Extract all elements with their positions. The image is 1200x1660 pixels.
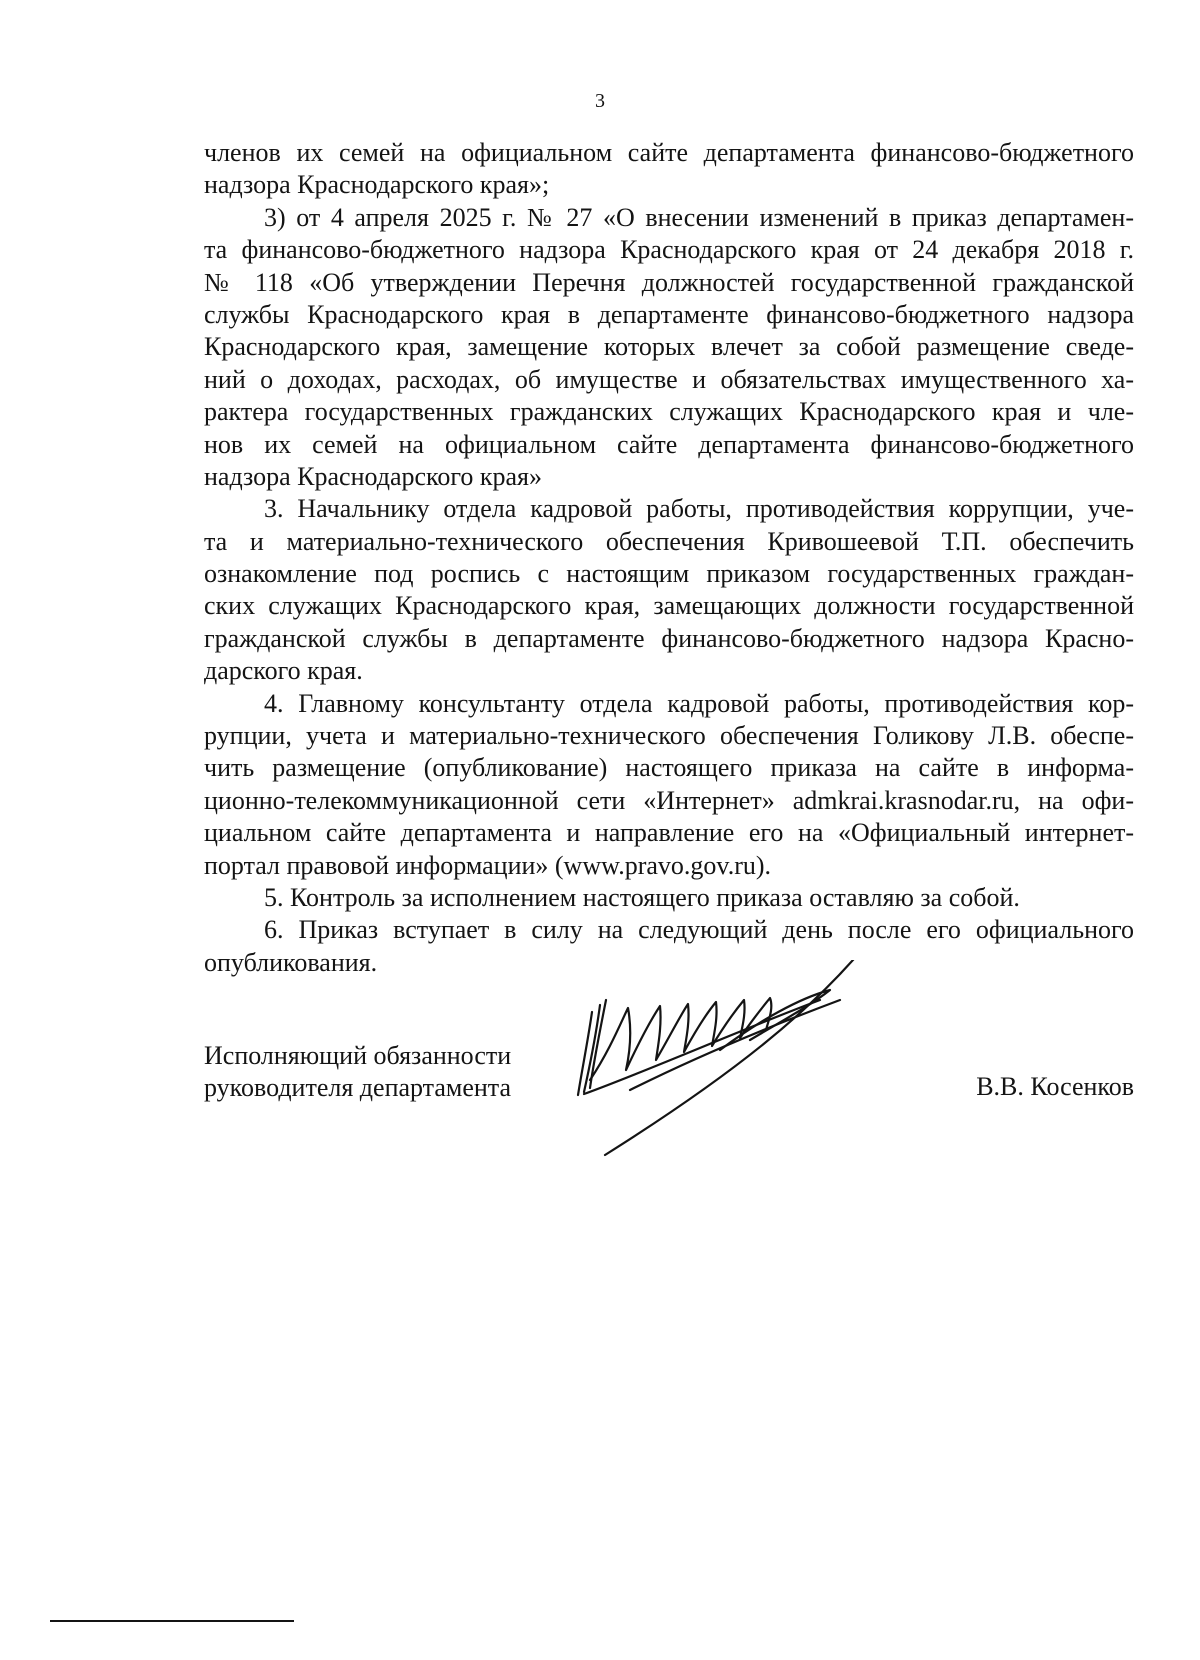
body-line: дарского края. xyxy=(204,656,363,686)
signer-title-line-1: Исполняющий обязанности xyxy=(204,1041,512,1070)
body-line: 4. Главному консультанту отдела кадровой работы, противодействия кор- xyxy=(264,688,1134,718)
order-body-text xyxy=(204,137,1134,979)
body-line: 3) от 4 апреля 2025 г. № 27 «О внесении изменений в приказ департамен- xyxy=(264,202,1134,232)
signature-stroke-main xyxy=(578,1000,606,1095)
body-line: опубликования. xyxy=(204,947,378,977)
page-number: 3 xyxy=(595,90,605,112)
body-line: 5. Контроль за исполнением настоящего приказа оставляю за собой. xyxy=(264,882,1020,912)
body-line: ционно-телекоммуникационной сети «Интернет» admkrai.krasnodar.ru, на офи- xyxy=(204,785,1134,815)
signer-title-line-2: руководителя департамента xyxy=(204,1073,512,1102)
body-line: нов их семей на официальном сайте департамента финансово-бюджетного xyxy=(204,429,1134,459)
handwritten-signature xyxy=(570,960,870,1160)
body-line: Краснодарского края, замещение которых влечет за собой размещение сведе- xyxy=(204,332,1134,362)
footnote-rule xyxy=(50,1620,294,1622)
body-line: членов их семей на официальном сайте департамента финансово-бюджетного xyxy=(204,138,1134,167)
body-line: надзора Краснодарского края»; xyxy=(204,170,550,200)
body-line: рупции, учета и материально-технического обеспечения Голикову Л.В. обеспе- xyxy=(204,721,1134,751)
body-line: циальном сайте департамента и направление его на «Официальный интернет- xyxy=(204,818,1134,848)
body-line: та финансово-бюджетного надзора Краснодарского края от 24 декабря 2018 г. xyxy=(204,235,1134,265)
body-line: чить размещение (опубликование) настоящего приказа на сайте в информа- xyxy=(204,753,1134,783)
signature-stroke-slash xyxy=(605,960,860,1155)
body-line: та и материально-технического обеспечения Кривошеевой Т.П. обеспечить xyxy=(204,526,1134,556)
body-line: портал правовой информации» (www.pravo.gov.ru). xyxy=(204,850,772,880)
body-line: рактера государственных гражданских служащих Краснодарского края и чле- xyxy=(204,397,1134,427)
body-line: ознакомление под роспись с настоящим приказом государственных граждан- xyxy=(204,559,1134,589)
body-line: № 118 «Об утверждении Перечня должностей государственной гражданской xyxy=(204,267,1134,297)
signer-title xyxy=(204,1040,511,1104)
body-line: надзора Краснодарского края» xyxy=(204,461,543,491)
body-line: гражданской службы в департаменте финансово-бюджетного надзора Красно- xyxy=(204,623,1134,653)
body-line: 6. Приказ вступает в силу на следующий день после его официального xyxy=(264,915,1134,945)
body-line: ских служащих Краснодарского края, замещающих должности государственной xyxy=(204,591,1134,621)
body-line: ний о доходах, расходах, об имуществе и обязательствах имущественного ха- xyxy=(204,364,1134,394)
body-line: службы Краснодарского края в департаменте финансово-бюджетного надзора xyxy=(204,299,1134,329)
body-line: 3. Начальнику отдела кадровой работы, противодействия коррупции, уче- xyxy=(264,494,1134,524)
signer-name: В.В. Косенков xyxy=(976,1072,1134,1101)
